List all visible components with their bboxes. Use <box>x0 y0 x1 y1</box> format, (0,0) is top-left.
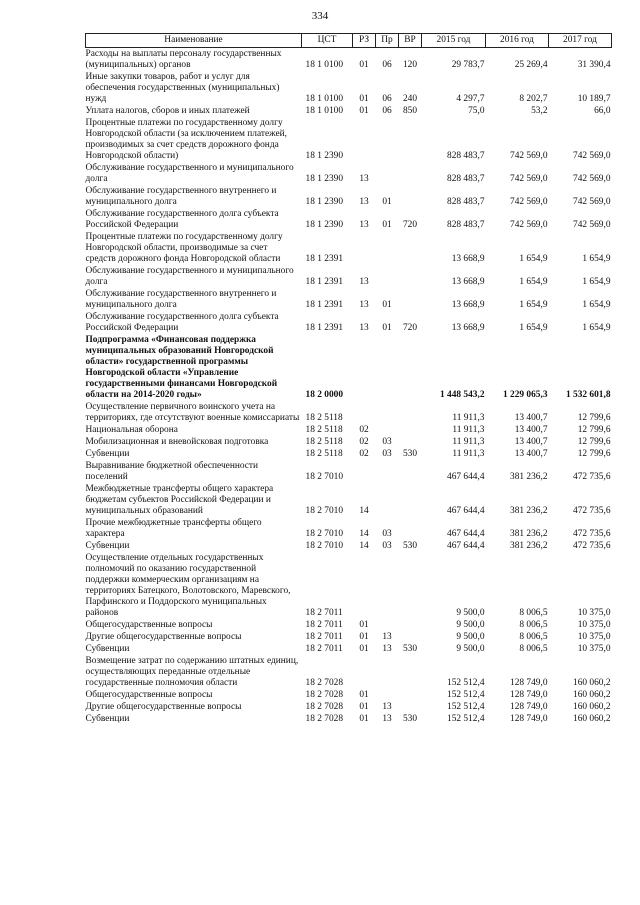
row-rz <box>353 655 376 689</box>
table-row <box>86 185 612 208</box>
row-2016: 8 006,5 <box>519 608 548 618</box>
row-name: Межбюджетные трансферты общего характера бюджетам субъектов Российской Федерации и муниципальных образований <box>85 484 274 516</box>
row-2017: 66,0 <box>594 106 611 116</box>
row-vr <box>399 552 422 619</box>
row-rz <box>353 231 376 265</box>
row-2015: 467 644,4 <box>447 506 485 516</box>
row-cst: 18 2 5118 <box>305 449 343 459</box>
row-2015: 152 512,4 <box>447 702 485 712</box>
row-2017: 160 060,2 <box>573 690 611 700</box>
row-2016: 128 749,0 <box>510 714 548 724</box>
row-2016: 742 569,0 <box>510 151 548 161</box>
row-2017: 472 735,6 <box>573 472 611 482</box>
row-rz: 01 <box>359 106 369 116</box>
row-vr <box>399 162 422 185</box>
row-vr <box>399 619 422 631</box>
row-2015: 29 783,7 <box>451 60 485 70</box>
row-name: Субвенции <box>85 449 130 459</box>
row-name: Выравнивание бюджетной обеспеченности поселений <box>85 461 259 482</box>
row-cst: 18 2 7028 <box>305 702 343 712</box>
row-rz <box>353 460 376 483</box>
row-vr <box>399 401 422 424</box>
row-2015: 9 500,0 <box>456 620 485 630</box>
table-row <box>86 311 612 334</box>
row-pr <box>376 689 399 701</box>
row-rz <box>353 552 376 619</box>
row-2017: 1 654,9 <box>582 277 611 287</box>
row-rz: 13 <box>359 323 369 333</box>
row-pr: 03 <box>382 529 392 539</box>
row-pr <box>376 265 399 288</box>
row-pr: 13 <box>382 632 392 642</box>
row-2016: 128 749,0 <box>510 702 548 712</box>
row-cst: 18 2 7010 <box>305 541 343 551</box>
row-2015: 4 297,7 <box>456 94 485 104</box>
row-name: Процентные платежи по государственному долгу Новгородской области, производимые за счет средств дорожного фонда Новгородской области <box>85 232 283 264</box>
row-2016: 1 654,9 <box>519 254 548 264</box>
row-2016: 13 400,7 <box>514 449 548 459</box>
row-2016: 381 236,2 <box>510 541 548 551</box>
row-vr: 720 <box>402 220 418 230</box>
row-vr <box>399 689 422 701</box>
table-header-row <box>86 34 612 48</box>
row-name: Другие общегосударственные вопросы <box>85 702 242 712</box>
row-cst: 18 2 5118 <box>305 437 343 447</box>
table-row <box>86 701 612 713</box>
row-2016: 1 654,9 <box>519 300 548 310</box>
row-2017: 742 569,0 <box>573 174 611 184</box>
row-pr <box>376 231 399 265</box>
row-2016: 381 236,2 <box>510 472 548 482</box>
row-vr <box>399 517 422 540</box>
header-cst: ЦСТ <box>302 34 353 48</box>
row-vr: 850 <box>402 106 418 116</box>
table-row <box>86 540 612 552</box>
row-2015: 828 483,7 <box>447 151 485 161</box>
table-row <box>86 162 612 185</box>
row-pr: 01 <box>382 197 392 207</box>
row-2015: 467 644,4 <box>447 472 485 482</box>
row-name: Обслуживание государственного долга субъекта Российской Федерации <box>85 209 279 230</box>
row-2015: 11 911,3 <box>452 425 485 435</box>
row-name: Субвенции <box>85 541 130 551</box>
row-name: Обслуживание государственного внутреннего и муниципального долга <box>85 289 277 310</box>
table-row <box>86 71 612 105</box>
row-pr: 13 <box>382 644 392 654</box>
row-2015: 13 668,9 <box>451 254 485 264</box>
row-cst: 18 1 2390 <box>305 151 343 161</box>
row-2017: 472 735,6 <box>573 506 611 516</box>
row-vr <box>399 701 422 713</box>
table-row <box>86 334 612 401</box>
row-2016: 1 229 065,3 <box>502 390 548 400</box>
row-2015: 13 668,9 <box>451 323 485 333</box>
row-2015: 75,0 <box>468 106 485 116</box>
row-name: Осуществление отдельных государственных полномочий по оказанию государственной поддержки коммерческим организациям на территориях Батецкого, Волотовского, Маревского, Парфинского и Поддорского муниципальных районов <box>85 553 291 618</box>
row-cst: 18 2 5118 <box>305 413 343 423</box>
table-row <box>86 689 612 701</box>
table-row <box>86 288 612 311</box>
row-pr <box>376 619 399 631</box>
row-vr <box>399 231 422 265</box>
row-name: Осуществление первичного воинского учета на территориях, где отсутствуют военные комиссариаты <box>85 402 300 423</box>
row-name: Иные закупки товаров, работ и услуг для обеспечения государственных (муниципальных) нужд <box>85 72 280 104</box>
row-rz: 02 <box>359 425 369 435</box>
row-pr: 13 <box>382 702 392 712</box>
row-rz: 01 <box>359 620 369 630</box>
row-2017: 1 654,9 <box>582 323 611 333</box>
row-2016: 25 269,4 <box>514 60 548 70</box>
row-2017: 10 375,0 <box>577 620 611 630</box>
row-cst: 18 2 7028 <box>305 690 343 700</box>
row-pr <box>376 424 399 436</box>
row-2015: 467 644,4 <box>447 541 485 551</box>
row-2015: 467 644,4 <box>447 529 485 539</box>
row-cst: 18 1 2390 <box>305 197 343 207</box>
row-2015: 152 512,4 <box>447 714 485 724</box>
row-2016: 381 236,2 <box>510 529 548 539</box>
row-cst: 18 2 7011 <box>305 632 343 642</box>
row-vr <box>399 460 422 483</box>
row-name: Другие общегосударственные вопросы <box>85 632 242 642</box>
row-vr <box>399 631 422 643</box>
row-2016: 128 749,0 <box>510 690 548 700</box>
row-cst: 18 1 2390 <box>305 220 343 230</box>
row-pr: 01 <box>382 323 392 333</box>
row-2017: 10 375,0 <box>577 644 611 654</box>
row-rz: 02 <box>359 449 369 459</box>
row-vr <box>399 436 422 448</box>
row-2015: 13 668,9 <box>451 277 485 287</box>
row-rz <box>353 334 376 401</box>
table-row <box>86 448 612 460</box>
row-pr <box>376 334 399 401</box>
row-2015: 152 512,4 <box>447 678 485 688</box>
row-2015: 828 483,7 <box>447 197 485 207</box>
row-pr: 03 <box>382 449 392 459</box>
header-rz: РЗ <box>353 34 376 48</box>
row-pr: 01 <box>382 300 392 310</box>
row-name: Уплата налогов, сборов и иных платежей <box>85 106 250 116</box>
row-2016: 742 569,0 <box>510 220 548 230</box>
row-vr: 530 <box>402 449 418 459</box>
row-rz: 13 <box>359 300 369 310</box>
table-row <box>86 631 612 643</box>
row-2017: 1 654,9 <box>582 254 611 264</box>
row-cst: 18 2 0000 <box>305 390 343 400</box>
row-cst: 18 1 2390 <box>305 174 343 184</box>
row-cst: 18 2 7010 <box>305 529 343 539</box>
row-pr: 03 <box>382 437 392 447</box>
row-name: Расходы на выплаты персоналу государственных (муниципальных) органов <box>85 49 282 70</box>
row-name: Субвенции <box>85 644 130 654</box>
row-name: Обслуживание государственного внутреннего и муниципального долга <box>85 186 277 207</box>
row-vr <box>399 265 422 288</box>
row-2015: 11 911,3 <box>452 437 485 447</box>
row-cst: 18 1 0100 <box>305 106 343 116</box>
table-row <box>86 713 612 725</box>
row-name: Обслуживание государственного долга субъекта Российской Федерации <box>85 312 279 333</box>
row-vr <box>399 483 422 517</box>
row-cst: 18 2 7010 <box>305 472 343 482</box>
row-vr: 720 <box>402 323 418 333</box>
table-row <box>86 105 612 117</box>
row-2017: 742 569,0 <box>573 151 611 161</box>
row-2016: 381 236,2 <box>510 506 548 516</box>
row-rz: 14 <box>359 506 369 516</box>
row-2016: 128 749,0 <box>510 678 548 688</box>
row-rz: 01 <box>359 714 369 724</box>
row-2017: 12 799,6 <box>577 449 611 459</box>
row-2015: 9 500,0 <box>456 632 485 642</box>
row-2016: 8 006,5 <box>519 644 548 654</box>
row-2016: 8 006,5 <box>519 632 548 642</box>
row-rz: 01 <box>359 690 369 700</box>
table-row <box>86 483 612 517</box>
row-cst: 18 2 7011 <box>305 620 343 630</box>
table-row <box>86 619 612 631</box>
row-cst: 18 2 5118 <box>305 425 343 435</box>
row-pr <box>376 483 399 517</box>
row-rz: 01 <box>359 644 369 654</box>
row-2017: 1 532 601,8 <box>565 390 611 400</box>
row-2016: 742 569,0 <box>510 197 548 207</box>
row-rz <box>353 117 376 162</box>
row-cst: 18 1 2391 <box>305 300 343 310</box>
row-cst: 18 2 7028 <box>305 714 343 724</box>
row-2015: 9 500,0 <box>456 608 485 618</box>
row-2017: 472 735,6 <box>573 541 611 551</box>
row-name: Субвенции <box>85 714 130 724</box>
row-2015: 828 483,7 <box>447 220 485 230</box>
table-row <box>86 117 612 162</box>
row-2017: 12 799,6 <box>577 425 611 435</box>
table-row <box>86 401 612 424</box>
row-cst: 18 2 7011 <box>305 608 343 618</box>
row-2016: 53,2 <box>531 106 548 116</box>
row-pr: 06 <box>382 106 392 116</box>
row-name: Возмещение затрат по содержанию штатных единиц, осуществляющих переданные отдельные государственные полномочия области <box>85 656 299 688</box>
row-name: Прочие межбюджетные трансферты общего характера <box>85 518 262 539</box>
header-2016: 2016 год <box>486 34 549 48</box>
header-vr: ВР <box>399 34 422 48</box>
table-row <box>86 265 612 288</box>
table-row <box>86 655 612 689</box>
header-2015: 2015 год <box>422 34 486 48</box>
row-pr <box>376 401 399 424</box>
row-2017: 160 060,2 <box>573 678 611 688</box>
row-2017: 160 060,2 <box>573 702 611 712</box>
row-2016: 1 654,9 <box>519 323 548 333</box>
row-pr <box>376 460 399 483</box>
table-row <box>86 424 612 436</box>
row-cst: 18 1 2391 <box>305 323 343 333</box>
row-vr: 530 <box>402 541 418 551</box>
row-pr <box>376 655 399 689</box>
row-vr <box>399 655 422 689</box>
row-cst: 18 2 7028 <box>305 678 343 688</box>
row-2015: 11 911,3 <box>452 449 485 459</box>
row-rz: 01 <box>359 632 369 642</box>
table-row <box>86 231 612 265</box>
row-cst: 18 1 2391 <box>305 254 343 264</box>
header-2017: 2017 год <box>549 34 612 48</box>
row-cst: 18 2 7011 <box>305 644 343 654</box>
row-rz: 13 <box>359 220 369 230</box>
row-rz: 01 <box>359 60 369 70</box>
row-2016: 13 400,7 <box>514 425 548 435</box>
row-2017: 1 654,9 <box>582 300 611 310</box>
row-2016: 13 400,7 <box>514 413 548 423</box>
page-number: 334 <box>311 10 329 22</box>
row-2017: 12 799,6 <box>577 437 611 447</box>
row-rz <box>353 401 376 424</box>
row-rz: 14 <box>359 541 369 551</box>
row-name: Мобилизационная и вневойсковая подготовка <box>85 437 269 447</box>
row-vr: 530 <box>402 714 418 724</box>
row-vr: 530 <box>402 644 418 654</box>
row-name: Обслуживание государственного и муниципального долга <box>85 163 294 184</box>
row-vr <box>399 185 422 208</box>
row-2016: 1 654,9 <box>519 277 548 287</box>
row-name: Подпрограмма «Финансовая поддержка муниципальных образований Новгородской области» государственной программы Новгородской области «Управление государственными финансами Новгородской области на 2014-2020 годы» <box>85 335 278 400</box>
row-pr <box>376 552 399 619</box>
row-name: Общегосударственные вопросы <box>85 620 213 630</box>
row-2017: 742 569,0 <box>573 220 611 230</box>
header-pr: Пр <box>376 34 399 48</box>
row-vr: 240 <box>402 94 418 104</box>
table-row <box>86 208 612 231</box>
row-rz: 02 <box>359 437 369 447</box>
row-2017: 472 735,6 <box>573 529 611 539</box>
row-vr <box>399 424 422 436</box>
row-2017: 742 569,0 <box>573 197 611 207</box>
row-2017: 160 060,2 <box>573 714 611 724</box>
row-2015: 11 911,3 <box>452 413 485 423</box>
row-cst: 18 1 0100 <box>305 94 343 104</box>
row-2015: 828 483,7 <box>447 174 485 184</box>
row-pr: 01 <box>382 220 392 230</box>
row-vr <box>399 334 422 401</box>
row-2015: 152 512,4 <box>447 690 485 700</box>
table-row <box>86 643 612 655</box>
row-2015: 1 448 543,2 <box>439 390 485 400</box>
row-vr: 120 <box>402 60 418 70</box>
row-pr <box>376 162 399 185</box>
table-row <box>86 436 612 448</box>
row-vr <box>399 288 422 311</box>
table-body <box>86 48 612 726</box>
row-rz: 14 <box>359 529 369 539</box>
header-name: Наименование <box>86 34 302 48</box>
row-2016: 742 569,0 <box>510 174 548 184</box>
row-2016: 8 006,5 <box>519 620 548 630</box>
row-pr: 13 <box>382 714 392 724</box>
table-row <box>86 517 612 540</box>
row-rz: 13 <box>359 174 369 184</box>
row-vr <box>399 117 422 162</box>
row-cst: 18 1 2391 <box>305 277 343 287</box>
budget-table <box>85 33 612 725</box>
row-2017: 31 390,4 <box>577 60 611 70</box>
row-2017: 10 375,0 <box>577 608 611 618</box>
row-2017: 10 189,7 <box>577 94 611 104</box>
row-2017: 12 799,6 <box>577 413 611 423</box>
row-name: Общегосударственные вопросы <box>85 690 213 700</box>
table-row <box>86 48 612 72</box>
row-cst: 18 2 7010 <box>305 506 343 516</box>
row-name: Обслуживание государственного и муниципального долга <box>85 266 294 287</box>
table-row <box>86 552 612 619</box>
row-pr <box>376 117 399 162</box>
row-2017: 10 375,0 <box>577 632 611 642</box>
row-name: Процентные платежи по государственному долгу Новгородской области (за исключением платежей, производимых за счет средств дорожного фонда Новгородской области) <box>85 118 288 161</box>
row-rz: 01 <box>359 94 369 104</box>
row-rz: 01 <box>359 702 369 712</box>
row-rz: 13 <box>359 197 369 207</box>
row-cst: 18 1 0100 <box>305 60 343 70</box>
row-2015: 13 668,9 <box>451 300 485 310</box>
table-row <box>86 460 612 483</box>
row-pr: 03 <box>382 541 392 551</box>
row-2015: 9 500,0 <box>456 644 485 654</box>
row-pr: 06 <box>382 60 392 70</box>
row-name: Национальная оборона <box>85 425 178 435</box>
row-pr: 06 <box>382 94 392 104</box>
row-2016: 8 202,7 <box>519 94 548 104</box>
row-rz: 13 <box>359 277 369 287</box>
row-2016: 13 400,7 <box>514 437 548 447</box>
